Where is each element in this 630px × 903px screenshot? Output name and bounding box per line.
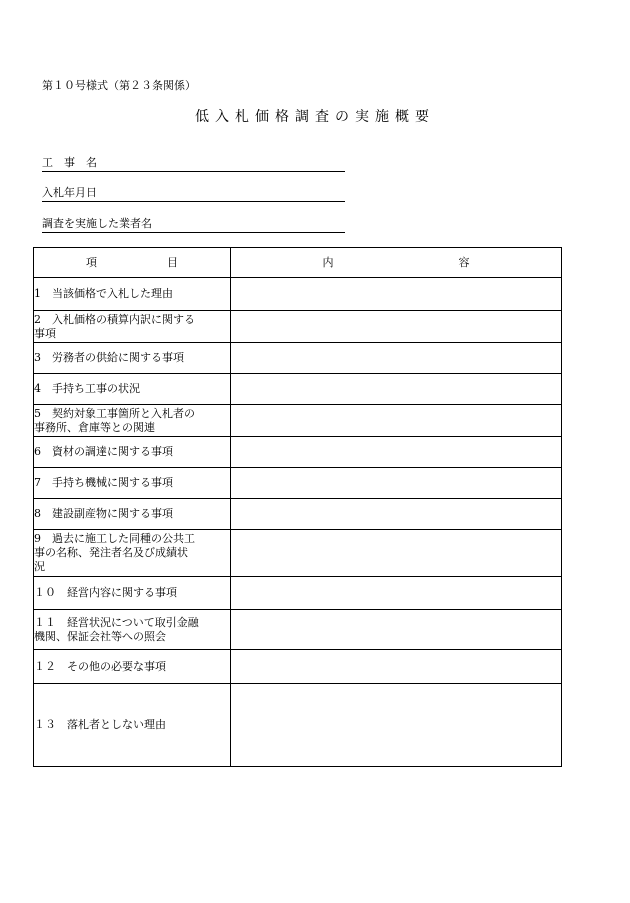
header-content xyxy=(231,248,562,278)
table-row xyxy=(34,278,562,311)
form-number: 第１０号様式（第２３条関係） xyxy=(42,79,196,92)
table-header-row xyxy=(34,248,562,278)
item-label: 3 労務者の供給に関する事項 xyxy=(34,351,184,364)
item-label: １０ 経営内容に関する事項 xyxy=(34,586,177,599)
item-label: 1 当該価格で入札した理由 xyxy=(34,287,173,300)
item-label: 9 過去に施工した同種の公共工 事の名称、発注者名及び成績状 況 xyxy=(34,532,195,573)
table-row xyxy=(34,437,562,468)
content-cell[interactable] xyxy=(231,468,562,499)
header-item-char-2: 目 xyxy=(167,255,178,269)
item-label: 8 建設副産物に関する事項 xyxy=(34,507,173,520)
header-content-char-1: 内 xyxy=(322,255,334,269)
bid-date-field[interactable] xyxy=(42,186,345,202)
content-cell[interactable] xyxy=(231,610,562,650)
table-row xyxy=(34,468,562,499)
header-item xyxy=(34,248,231,278)
table-row xyxy=(34,374,562,405)
item-cell xyxy=(34,405,231,437)
surveyed-company-field[interactable] xyxy=(42,217,345,233)
item-label: １１ 経営状況について取引金融 機関、保証会社等への照会 xyxy=(34,615,199,643)
item-cell xyxy=(34,437,231,468)
table-row xyxy=(34,311,562,343)
content-cell[interactable] xyxy=(231,437,562,468)
table-row xyxy=(34,405,562,437)
item-label: 2 入札価格の積算内訳に関する 事項 xyxy=(34,312,195,340)
item-cell xyxy=(34,684,231,767)
table-row xyxy=(34,530,562,577)
item-label: 7 手持ち機械に関する事項 xyxy=(34,476,173,489)
item-label: 6 資材の調達に関する事項 xyxy=(34,445,173,458)
item-label: 5 契約対象工事箇所と入札者の 事務所、倉庫等との関連 xyxy=(34,406,195,434)
item-label: １２ その他の必要な事項 xyxy=(34,659,166,673)
document-title: 低入札価格調査の実施概要 xyxy=(195,109,435,125)
item-label: １３ 落札者としない理由 xyxy=(34,718,166,731)
item-cell xyxy=(34,343,231,374)
construction-name-field[interactable] xyxy=(42,156,345,172)
header-content-char-2: 容 xyxy=(458,255,470,269)
table-row xyxy=(34,577,562,610)
survey-table xyxy=(33,247,562,767)
bid-date-label: 入札年月日 xyxy=(42,186,97,199)
item-cell xyxy=(34,650,231,684)
item-cell xyxy=(34,278,231,311)
content-cell[interactable] xyxy=(231,343,562,374)
table-row xyxy=(34,684,562,767)
content-cell[interactable] xyxy=(231,684,562,767)
item-cell xyxy=(34,374,231,405)
item-cell xyxy=(34,468,231,499)
item-cell xyxy=(34,499,231,530)
table-row xyxy=(34,499,562,530)
item-cell xyxy=(34,610,231,650)
content-cell[interactable] xyxy=(231,499,562,530)
construction-name-label: 工 事 名 xyxy=(42,156,97,169)
item-cell xyxy=(34,530,231,577)
content-cell[interactable] xyxy=(231,650,562,684)
content-cell[interactable] xyxy=(231,530,562,577)
item-cell xyxy=(34,311,231,343)
table-row xyxy=(34,650,562,684)
content-cell[interactable] xyxy=(231,278,562,311)
content-cell[interactable] xyxy=(231,577,562,610)
table-row xyxy=(34,343,562,374)
table-row xyxy=(34,610,562,650)
content-cell[interactable] xyxy=(231,311,562,343)
item-label: 4 手持ち工事の状況 xyxy=(34,382,140,395)
content-cell[interactable] xyxy=(231,374,562,405)
content-cell[interactable] xyxy=(231,405,562,437)
item-cell xyxy=(34,577,231,610)
surveyed-company-label: 調査を実施した業者名 xyxy=(42,217,152,230)
header-item-char-1: 項 xyxy=(86,255,97,269)
